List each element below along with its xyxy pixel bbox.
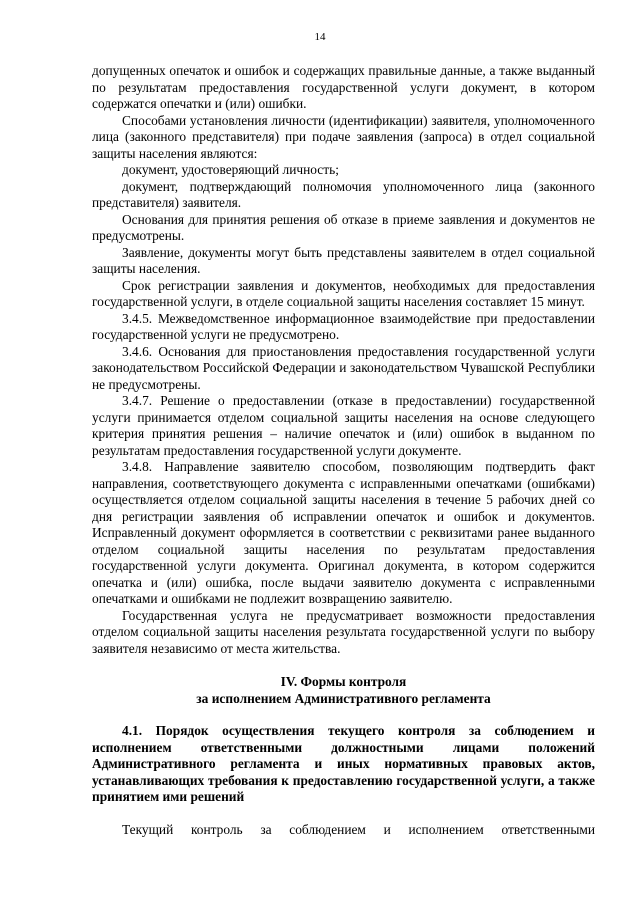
page-number: 14 [314,31,326,43]
paragraph-refusal-grounds: Основания для принятия решения об отказе в приеме заявления и документов не предусмотрены. [92,211,595,243]
paragraph-submission: Заявление, документы могут быть представлены заявителем в отдел социальной защиты населения. [92,244,595,276]
paragraph-current-control: Текущий контроль за соблюдением и исполнением ответственными [122,821,595,837]
paragraph-3-4-5: 3.4.5. Межведомственное информационное взаимодействие при предоставлении государственной услуги не предусмотрено. [92,310,595,342]
page-content [92,63,595,838]
paragraph-identification-methods: Способами установления личности (идентификации) заявителя, уполномоченного лица (законного представителя) при подаче заявления (запроса) в отдел социальной защиты населения являются: [92,112,595,161]
section-heading-line1: IV. Формы контроля [280,674,407,689]
paragraph-identity-document: документ, удостоверяющий личность; [122,162,339,177]
subsection-heading-4-1: 4.1. Порядок осуществления текущего контроля за соблюдением и исполнением ответственными должностными лицами положений Административного регламента и иных нормативных правовых актов, устанавливающих требования к предоставлению государственной услуги, а также принятием ими решений [92,723,595,804]
paragraph-3-4-8: 3.4.8. Направление заявителю способом, позволяющим подтвердить факт направления, соответствующего документа с исправленными опечатками (ошибками) осуществляется отделом социальной защиты населения в течение 5 рабочих дней со дня регистрации заявления об исправлении опечаток и ошибок и документов. Исправленный документ оформляется в соответствии с реквизитами ранее выданного отделом социальной защиты населения по результатам предоставления государственной услуги документа. Оригинал документа, в котором содержится опечатка и (или) ошибка, после выдачи заявителю документа с исправленными опечатками и ошибками не подлежит возвращению заявителю. [92,459,595,606]
paragraph-continuation: допущенных опечаток и ошибок и содержащих правильные данные, а также выданный по результатам предоставления государственной услуги документ, в котором содержатся опечатки и (или) ошибки. [92,63,595,111]
paragraph-registration-term: Срок регистрации заявления и документов, необходимых для предоставления государственной услуги, в отделе социальной защиты населения составляет 15 минут. [92,277,595,309]
paragraph-3-4-6: 3.4.6. Основания для приостановления предоставления государственной услуги законодательством Российской Федерации и законодательством Чувашской Республики не предусмотрены. [92,343,595,392]
paragraph-place-of-residence: Государственная услуга не предусматривает возможности предоставления отделом социальной защиты населения результата государственной услуги по выбору заявителя независимо от места жительства. [92,607,595,656]
paragraph-3-4-7: 3.4.7. Решение о предоставлении (отказе в предоставлении) государственной услуги принимается отделом социальной защиты населения на основе следующего критерия принятия решения – наличие опечаток и (или) ошибок в выданном по результатам предоставления государственной услуги документе. [92,393,595,458]
section-heading-line2: за исполнением Административного регламента [196,690,491,706]
paragraph-authority-document: документ, подтверждающий полномочия уполномоченного лица (законного представителя) заявителя. [92,178,595,210]
